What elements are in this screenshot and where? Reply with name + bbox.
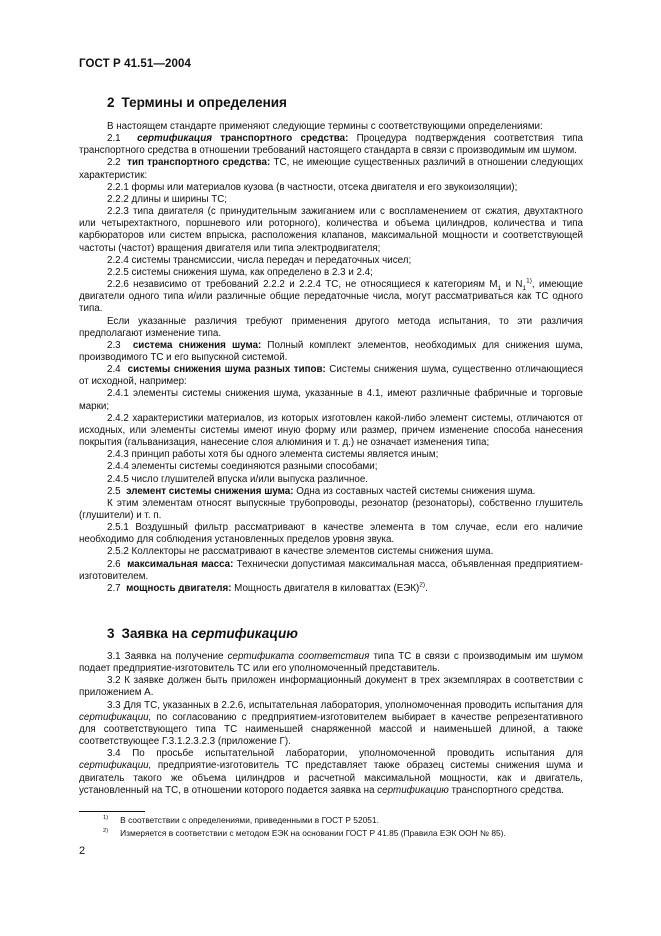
clause-2-1: 2.1 сертификация транспортного средства: Процедура подтверждения соответствия типа транспортного средства в отношении требований настоящего стандарта в связи с производимым им шумом. [79, 133, 583, 157]
clause-3-3: 3.3 Для ТС, указанных в 2.2.6, испытательная лаборатория, уполномоченная проводить испытания для сертификации, по согласованию с предприятием-изготовителем выбирает в качестве репрезентативного для соответствующего типа ТС наименьшей снаряженной массой и наименьшей длиной, а также соответствующее Г.3.1.2.3.2.3 (приложение Г). [79, 699, 583, 748]
clause-2-2-6: 2.2.6 независимо от требований 2.2.2 и 2.2.4 ТС, не относящиеся к категориям $М_1$ и $N_1^{1)}$, имеющие двигатели одного типа и/или различные общие передаточные числа, могут рассматриваться как ТС одного типа. [79, 277, 583, 315]
clause-3-2: 3.2 К заявке должен быть приложен информационный документ в трех экземплярах в соответствии с приложением А. [79, 675, 583, 699]
section-2-body [79, 121, 583, 595]
clause-2-5-2: 2.5.2 Коллекторы не рассматривают в качестве элементов системы снижения шума. [107, 546, 494, 558]
clause-2-4-4: 2.4.4 элементы системы соединяются разными способами; [107, 461, 378, 473]
clause-2-2-1: 2.2.1 формы или материалов кузова (в частности, отсека двигателя и его звукоизоляции); [107, 181, 518, 193]
paragraph-elements: К этим элементам относят выпускные трубопроводы, резонатор (резонаторы), собственно глушитель (глушители) и т. п. [79, 497, 583, 521]
section-3-heading [107, 626, 298, 641]
section-3-title: Заявка на сертификацию [121, 626, 298, 641]
clause-2-2: 2.2 тип транспортного средства: ТС, не имеющие существенных различий в отношении следующих характеристик: [79, 157, 584, 181]
section-2-intro: В настоящем стандарте применяют следующие термины с соответствующими определениями: [107, 121, 543, 132]
clause-2-6: 2.6 максимальная масса: Технически допустимая максимальная масса, объявленная предприятием-изготовителем. [79, 558, 583, 582]
clause-2-2-2: 2.2.2 длины и ширины ТС; [107, 193, 227, 205]
section-2-number: 2 [107, 95, 115, 110]
section-3-body [79, 651, 583, 797]
clause-2-4-5: 2.4.5 число глушителей впуска и/или выпуска различное. [107, 473, 368, 485]
section-2-heading [107, 95, 287, 110]
footnote-ref-1: 1) [526, 277, 532, 285]
clause-2-5: 2.5 элемент системы снижения шума: Одна из составных частей системы снижения шума. [107, 485, 536, 497]
clause-2-4-2: 2.4.2 характеристики материалов, из которых изготовлен какой-либо элемент системы, отличаются от исходных, или элементы системы имеют иную форму или размер, причем изменение способа нанесения покрытия (гальванизация, нанесение слоя алюминия и т. д.) не означает изменения типа; [79, 412, 583, 449]
page-number: 2 [79, 845, 86, 857]
clause-2-4: 2.4 системы снижения шума разных типов: Системы снижения шума, существенно отличающиеся от исходной, например: [79, 364, 584, 388]
section-3-number: 3 [107, 626, 115, 641]
clause-2-3: 2.3 система снижения шума: Полный комплект элементов, необходимых для снижения шума, производимого ТС и его выпускной системой. [79, 339, 583, 363]
document-header: ГОСТ Р 41.51—2004 [79, 58, 191, 70]
clause-2-2-5: 2.2.5 системы снижения шума, как определено в 2.3 и 2.4; [107, 266, 373, 278]
footnote-ref-2: 2) [419, 581, 426, 589]
section-2-title: Термины и определения [121, 95, 287, 110]
clause-2-4-1: 2.4.1 элементы системы снижения шума, указанные в 4.1, имеют различные фабричные и торговые марки; [79, 388, 583, 412]
footnote-2: $^{2)}$ Измеряется в соответствии с методом ЕЭК на основании ГОСТ Р 41.85 (Правила ЕЭК ООН № 85). [103, 827, 506, 838]
clause-2-5-1: 2.5.1 Воздушный фильтр рассматривают в качестве элемента в том случае, если его наличие необходимо для соблюдения установленных пределов уровня звука. [79, 522, 583, 546]
footnote-divider [79, 811, 145, 812]
footnote-1: $^{1)}$ В соответствии с определениями, приведенными в ГОСТ Р 52051. [103, 815, 379, 825]
clause-2-2-3: 2.2.3 типа двигателя (с принудительным зажиганием или с воспламенением от сжатия, двухтактного или четырехтактного, поршневого или роторного), количества и объема цилиндров, количества и типа карбюраторов или систем впрыска, расположения клапанов, максимальной мощности и соответствующей частоты (частот) вращения двигателя или типа электродвигателя; [79, 206, 583, 254]
footnotes [79, 814, 583, 839]
paragraph-differences: Если указанные различия требуют применения другого метода испытания, то эти различия предполагают изменение типа. [79, 315, 583, 339]
clause-3-4: 3.4 По просьбе испытательной лаборатории, уполномоченной проводить испытания для сертификации, предприятие-изготовитель ТС представляет также образец системы снижения шума и двигатель такого же объема цилиндров и расчетной максимальной мощности, как и двигатель, установленный на ТС, в отношении которого подается заявка на сертификацию транспортного средства. [79, 748, 583, 796]
clause-2-7: 2.7 мощность двигателя: Мощность двигателя в киловаттах (ЕЭК)$^{2)}$. [107, 581, 428, 594]
clause-3-1: 3.1 Заявка на получение сертификата соответствия типа ТС в связи с производимым им шумом подает предприятие-изготовитель ТС или его уполномоченный представитель. [79, 651, 583, 675]
clause-2-4-3: 2.4.3 принцип работы хотя бы одного элемента системы является иным; [107, 449, 439, 461]
clause-2-2-4: 2.2.4 системы трансмиссии, числа передач и передаточных чисел; [107, 254, 412, 266]
